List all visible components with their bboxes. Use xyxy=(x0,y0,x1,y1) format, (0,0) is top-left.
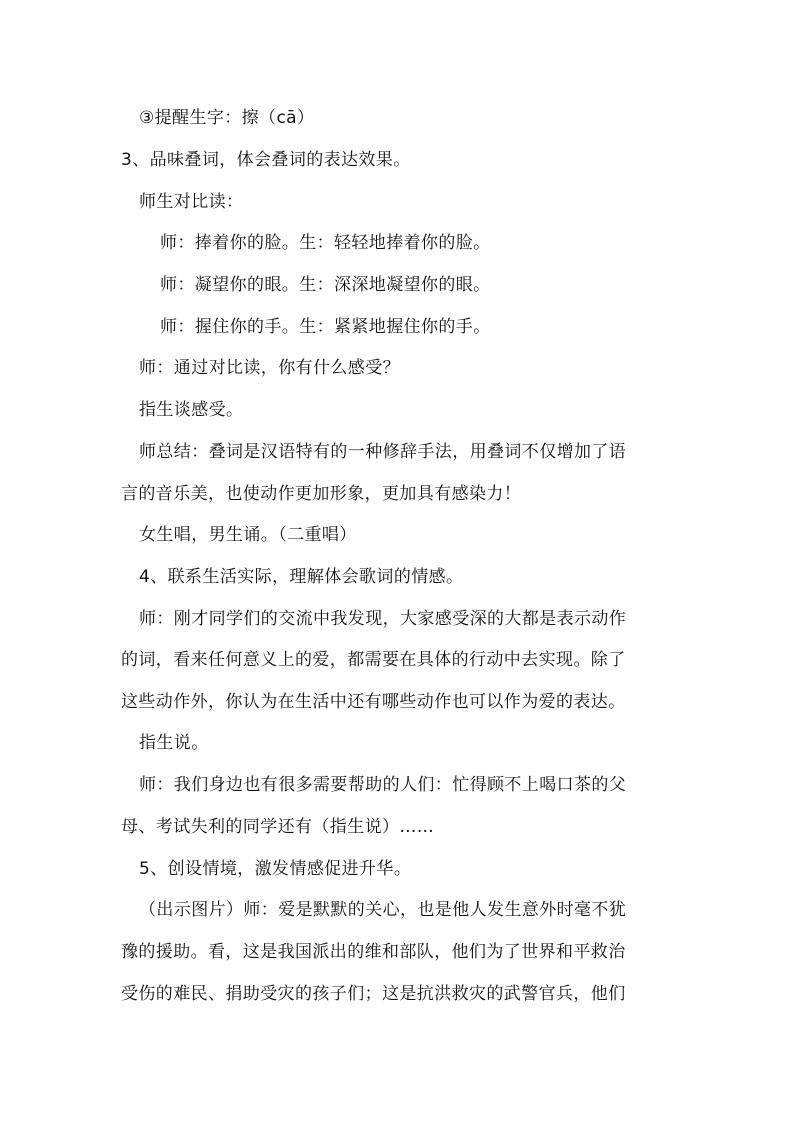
text-line: 师总结：叠词是汉语特有的一种修辞手法，用叠词不仅增加了语 xyxy=(139,442,627,462)
text-line: 师：我们身边也有很多需要帮助的人们：忙得顾不上喝口茶的父 xyxy=(139,775,627,795)
text-line: 师：握住你的手。生：紧紧地握住你的手。 xyxy=(160,317,491,337)
text-line: 女生唱，男生诵。（二重唱） xyxy=(139,525,357,545)
text-line: 师生对比读： xyxy=(139,192,244,212)
text-line: 受伤的难民、捐助受灾的孩子们；这是抗洪救灾的武警官兵，他们 xyxy=(121,984,626,1004)
text-line: 指生说。 xyxy=(139,733,209,753)
text-line: 母、考试失利的同学还有（指生说）…… xyxy=(121,817,435,837)
text-line: 师：捧着你的脸。生：轻轻地捧着你的脸。 xyxy=(160,233,491,253)
text-line: 这些动作外，你认为在生活中还有哪些动作也可以作为爱的表达。 xyxy=(121,692,626,712)
text-line: （出示图片）师：爱是默默的关心，也是他人发生意外时毫不犹 xyxy=(139,900,627,920)
text-line: 师：通过对比读，你有什么感受？ xyxy=(139,358,400,378)
text-line: 的词，看来任何意义上的爱，都需要在具体的行动中去实现。除了 xyxy=(121,650,626,670)
text-line: 5、创设情境，激发情感促进升华。 xyxy=(139,859,412,879)
text-line: 指生谈感受。 xyxy=(139,400,244,420)
text-line: 4、联系生活实际，理解体会歌词的情感。 xyxy=(139,567,464,587)
text-line: 言的音乐美，也使动作更加形象，更加具有感染力！ xyxy=(121,484,522,504)
text-line: 3、品味叠词，体会叠词的表达效果。 xyxy=(121,150,411,170)
text-line: ③提醒生字：擦（cā） xyxy=(139,108,315,128)
text-line: 师：刚才同学们的交流中我发现，大家感受深的大都是表示动作 xyxy=(139,609,627,629)
text-line: 师：凝望你的眼。生：深深地凝望你的眼。 xyxy=(160,275,491,295)
text-line: 豫的援助。看，这是我国派出的维和部队，他们为了世界和平救治 xyxy=(121,942,626,962)
